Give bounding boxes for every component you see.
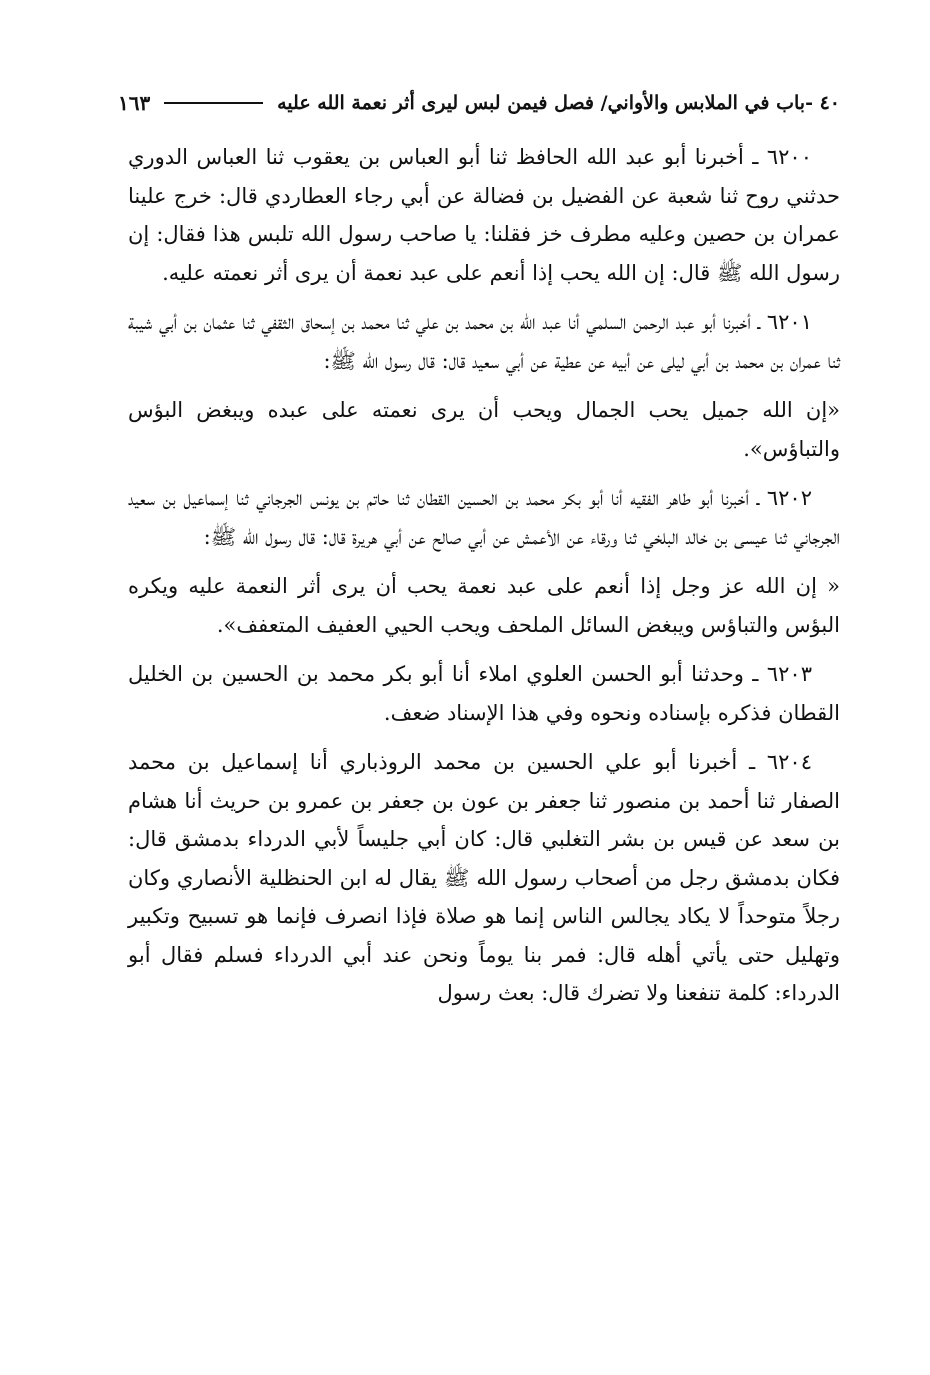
hadith-6203: ٦٢٠٣ ـ وحدثنا أبو الحسن العلوي املاء أنا أبو بكر محمد بن الحسين بن الخليل القطان فذكره بإسناده ونحوه وفي هذا الإسناد ضعف. (128, 662, 840, 725)
running-head: ٤٠ -باب في الملابس والأواني/ فصل فيمن لبس ليرى أثر نعمة الله عليه (277, 92, 840, 114)
hadith-6202-quote: « إن الله عز وجل إذا أنعم على عبد نعمة يحب أن يرى أثر النعمة عليه ويكره البؤس والتباؤس ويبغض السائل الملحف ويحب الحيي العفيف المتعفف». (128, 574, 840, 637)
hadith-6201: ٦٢٠١ ـ أخبرنا أبو عبد الرحمن السلمي أنا عبد الله بن محمد بن علي ثنا محمد بن إسحاق الثقفي ثنا عثمان بن أبي شيبة ثنا عمران بن محمد بن أبي ليلى عن أبيه عن عطية عن أبي سعيد قال: قال رسول الله ﷺ: (128, 310, 840, 373)
page-body (128, 138, 840, 1024)
header-rule (164, 102, 263, 104)
hadith-6202: ٦٢٠٢ ـ أخبرنا أبو طاهر الفقيه أنا أبو بكر محمد بن الحسين القطان ثنا حاتم بن يونس الجرجاني ثنا إسماعيل بن سعيد الجرجاني ثنا عيسى بن خالد البلخي ثنا ورقاء عن الأعمش عن أبي صالح عن أبي هريرة قال: قال رسول الله ﷺ: (128, 486, 840, 549)
page-number: ١٦٣ (118, 91, 151, 115)
page-header (118, 86, 840, 120)
hadith-6201-quote: «إن الله جميل يحب الجمال ويحب أن يرى نعمته على عبده ويبغض البؤس والتباؤس». (128, 398, 840, 461)
hadith-6200: ٦٢٠٠ ـ أخبرنا أبو عبد الله الحافظ ثنا أبو العباس بن يعقوب ثنا العباس الدوري حدثني روح ثنا شعبة عن الفضيل بن فضالة عن أبي رجاء العطاردي قال: خرج علينا عمران بن حصين وعليه مطرف خز فقلنا: يا صاحب رسول الله تلبس هذا فقال: إن رسول الله ﷺ قال: إن الله يحب إذا أنعم على عبد نعمة أن يرى أثر نعمته عليه. (128, 145, 840, 285)
hadith-6204: ٦٢٠٤ ـ أخبرنا أبو علي الحسين بن محمد الروذباري أنا إسماعيل بن محمد الصفار ثنا أحمد بن منصور ثنا جعفر بن عون بن جعفر بن عمرو بن حريث أنا هشام بن سعد عن قيس بن بشر التغلبي قال: كان أبي جليساً لأبي الدرداء بدمشق قال: فكان بدمشق رجل من أصحاب رسول الله ﷺ يقال له ابن الحنظلية الأنصاري وكان رجلاً متوحداً لا يكاد يجالس الناس إنما هو صلاة فإذا انصرف فإنما هو تسبيح وتكبير وتهليل حتى يأتي أهله قال: فمر بنا يوماً ونحن عند أبي الدرداء فسلم فقال أبو الدرداء: كلمة تنفعنا ولا تضرك قال: بعث رسول (128, 750, 840, 1005)
